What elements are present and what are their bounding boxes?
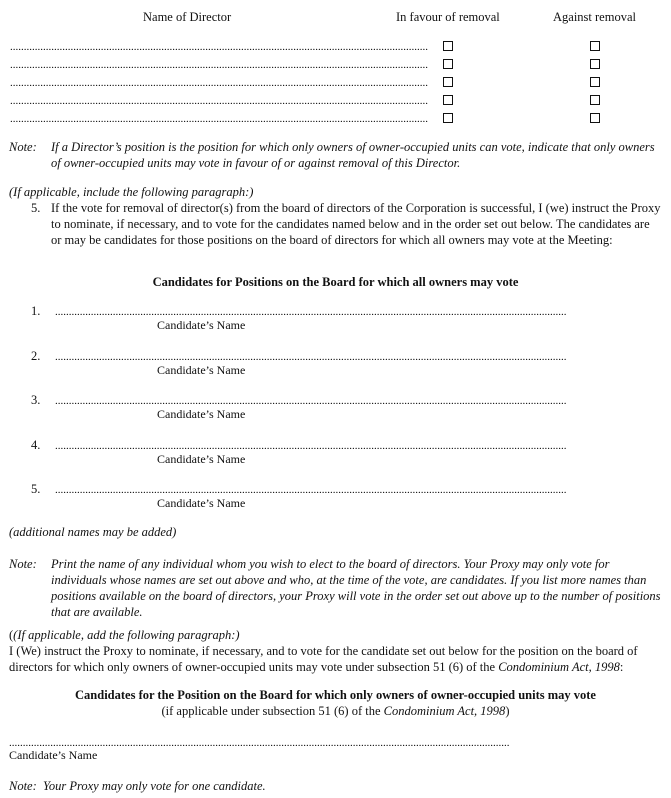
against-checkbox[interactable]	[590, 113, 600, 123]
subheading-act: Condominium Act, 1998	[383, 704, 506, 718]
against-checkbox[interactable]	[590, 77, 600, 87]
additional-names-note: (additional names may be added)	[9, 525, 177, 539]
paragraph-number: 5.	[31, 201, 41, 215]
director-name-field[interactable]: ........................................................................................................................................................	[10, 113, 428, 125]
against-checkbox[interactable]	[590, 95, 600, 105]
director-row	[0, 74, 671, 94]
candidate-number: 4.	[31, 438, 41, 452]
header-name-of-director: Name of Director	[143, 10, 232, 24]
candidate-name-field[interactable]: ..........................................................................................................................................................................................	[55, 484, 567, 496]
paragraph-5-text: If the vote for removal of director(s) from the board of directors of the Corporation is successful, I (we) instruct the Proxy to nominate, if necessary, and to vote for the candidates named below and in the order set out below. The candidates are or may be candidates for those positions on the board of directors for which all owners may vote at the Meeting:	[51, 201, 661, 247]
candidate-number: 2.	[31, 349, 41, 363]
note-elect-text: Print the name of any individual whom you wish to elect to the board of directors. Your Proxy may only vote for individuals whose names are set out above and who, at the time of the vote, are candidates. If you list more names than positions available on the board of directors, your Proxy will vote in the order set out above up to the number of positions that are available.	[51, 557, 661, 619]
owner-occupied-paragraph	[9, 643, 665, 675]
candidate-entry	[0, 437, 671, 467]
owner-occupied-text: I (We) instruct the Proxy to nominate, if necessary, and to vote for the candidate set out below for the position on the board of directors for which only owners of owner-occupied units may vote under subsection 51 (6) of the	[9, 644, 638, 674]
candidates-all-heading: Candidates for Positions on the Board for which all owners may vote	[152, 275, 519, 289]
note-label: Note:	[9, 140, 37, 154]
owner-occupied-heading: Candidates for the Position on the Board for which only owners of owner-occupied units may vote	[75, 688, 596, 702]
header-against: Against removal	[553, 10, 636, 24]
subheading-text-end: )	[505, 704, 510, 718]
candidate-entry	[0, 392, 671, 422]
director-name-field[interactable]: ........................................................................................................................................................	[10, 95, 428, 107]
candidate-number: 5.	[31, 482, 41, 496]
director-row	[0, 38, 671, 58]
candidate-caption: Candidate’s Name	[157, 407, 246, 421]
note3-label: Note:	[9, 779, 37, 793]
candidate-entry	[0, 348, 671, 378]
owner-candidate-name-field[interactable]: ......................................................................................................................................................................................	[9, 737, 510, 749]
note-label: Note:	[9, 557, 37, 571]
candidate-name-field[interactable]: ..........................................................................................................................................................................................	[55, 306, 567, 318]
director-row	[0, 110, 671, 130]
subheading-text: (if applicable under subsection 51 (6) of the	[161, 704, 384, 718]
director-row	[0, 92, 671, 112]
director-name-field[interactable]: ........................................................................................................................................................	[10, 41, 428, 53]
if-applicable-add: ((If applicable, add the following paragraph:)	[9, 628, 240, 642]
director-row	[0, 56, 671, 76]
candidate-name-field[interactable]: ..........................................................................................................................................................................................	[55, 351, 567, 363]
note-one-candidate-text: Your Proxy may only vote for one candidate.	[43, 779, 266, 793]
candidate-entry	[0, 303, 671, 333]
note-removal-text: If a Director’s position is the position for which only owners of owner-occupied units can vote, indicate that only owners of owner-occupied units may vote in favour of or against removal of this Director.	[51, 140, 655, 170]
favour-checkbox[interactable]	[443, 41, 453, 51]
candidate-name-field[interactable]: ..........................................................................................................................................................................................	[55, 440, 567, 452]
header-in-favour: In favour of removal	[396, 10, 500, 24]
if-applicable-add-text: (If applicable, add the following paragraph:)	[13, 628, 240, 642]
candidate-number: 1.	[31, 304, 41, 318]
note-label	[9, 778, 266, 794]
candidate-entry	[0, 481, 671, 511]
favour-checkbox[interactable]	[443, 95, 453, 105]
owner-occupied-text-end: :	[619, 660, 624, 674]
if-applicable-include: (If applicable, include the following paragraph:)	[9, 185, 254, 199]
candidate-caption: Candidate’s Name	[157, 452, 246, 466]
candidate-caption: Candidate’s Name	[157, 496, 246, 510]
favour-checkbox[interactable]	[443, 59, 453, 69]
candidate-number: 3.	[31, 393, 41, 407]
favour-checkbox[interactable]	[443, 113, 453, 123]
candidate-caption: Candidate’s Name	[157, 318, 246, 332]
owner-candidate-caption: Candidate’s Name	[9, 748, 98, 762]
against-checkbox[interactable]	[590, 41, 600, 51]
act-reference: Condominium Act, 1998	[498, 660, 620, 674]
director-name-field[interactable]: ........................................................................................................................................................	[10, 59, 428, 71]
candidate-name-field[interactable]: ..........................................................................................................................................................................................	[55, 395, 567, 407]
director-name-field[interactable]: ........................................................................................................................................................	[10, 77, 428, 89]
owner-occupied-subheading	[0, 703, 671, 719]
candidate-caption: Candidate’s Name	[157, 363, 246, 377]
against-checkbox[interactable]	[590, 59, 600, 69]
favour-checkbox[interactable]	[443, 77, 453, 87]
